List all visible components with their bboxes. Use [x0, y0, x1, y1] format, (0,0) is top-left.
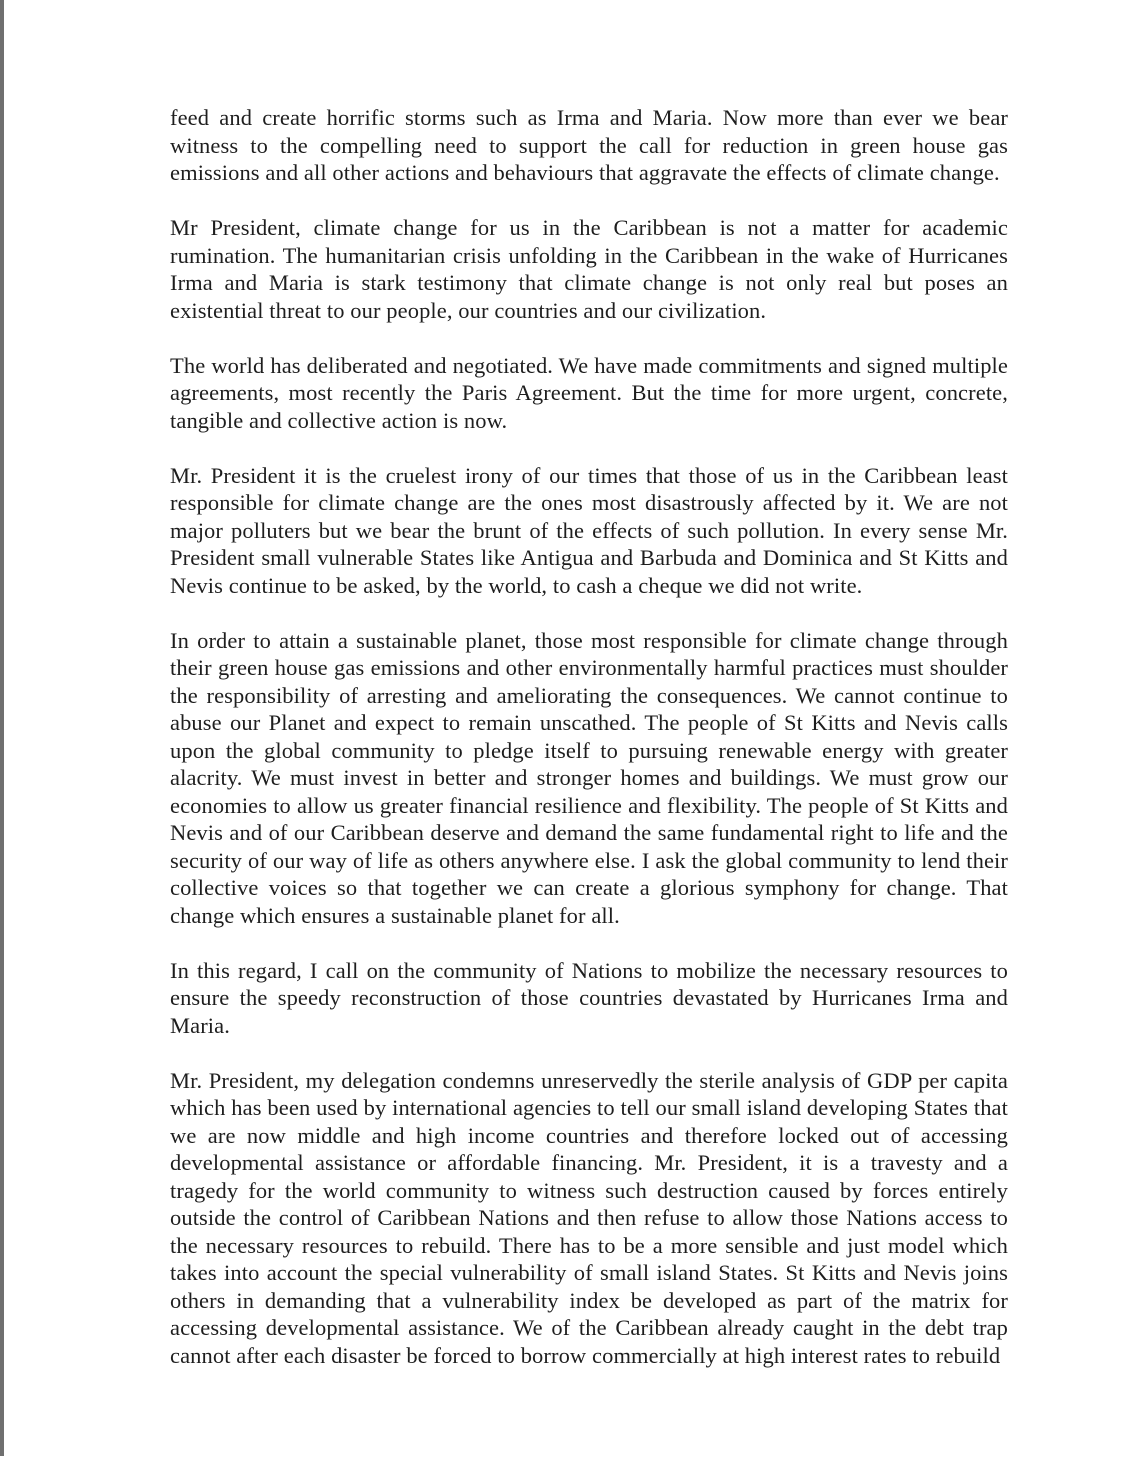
paragraph-4: Mr. President it is the cruelest irony of our times that those of us in the Caribbean least responsible for climate change are the ones most disastrously affected by it. We are not major polluters but we bear the brunt of the effects of such pollution. In every sense Mr. President small vulnerable States like Antigua and Barbuda and Dominica and St Kitts and Nevis continue to be asked, by the world, to cash a cheque we did not write. — [170, 462, 1008, 598]
paragraph-1: feed and create horrific storms such as Irma and Maria. Now more than ever we bear witness to the compelling need to support the call for reduction in green house gas emissions and all other actions and behaviours that aggravate the effects of climate change. — [170, 105, 1008, 185]
paragraph-6: In this regard, I call on the community of Nations to mobilize the necessary resources to ensure the speedy reconstruction of those countries devastated by Hurricanes Irma and Maria. — [170, 957, 1008, 1038]
paragraph-7: Mr. President, my delegation condemns unreservedly the sterile analysis of GDP per capita which has been used by international agencies to tell our small island developing States that we are now middle and high income countries and therefore locked out of accessing developmental assistance or affordable financing. Mr. President, it is a travesty and a tragedy for the world community to witness such destruction caused by forces entirely outside the control of Caribbean Nations and then refuse to allow those Nations access to the necessary resources to rebuild. There has to be a more sensible and just model which takes into account the special vulnerability of small island States. St Kitts and Nevis joins others in demanding that a vulnerability index be developed as part of the matrix for accessing developmental assistance. We of the Caribbean already caught in the debt trap cannot after each disaster be forced to borrow commercially at high interest rates to rebuild — [170, 1067, 1008, 1368]
paragraph-3: The world has deliberated and negotiated. We have made commitments and signed multiple agreements, most recently the Paris Agreement. But the time for more urgent, concrete, tangible and collective action is now. — [170, 352, 1008, 433]
paragraph-2: Mr President, climate change for us in the Caribbean is not a matter for academic rumination. The humanitarian crisis unfolding in the Caribbean in the wake of Hurricanes Irma and Maria is stark testimony that climate change is not only real but poses an existential threat to our people, our countries and our civilization. — [170, 215, 1008, 323]
paragraph-5: In order to attain a sustainable planet, those most responsible for climate change through their green house gas emissions and other environmentally harmful practices must shoulder the responsibility of arresting and ameliorating the consequences. We cannot continue to abuse our Planet and expect to remain unscathed. The people of St Kitts and Nevis calls upon the global community to pledge itself to pursuing renewable energy with greater alacrity. We must invest in better and stronger homes and buildings. We must grow our economies to allow us greater financial resilience and flexibility. The people of St Kitts and Nevis and of our Caribbean deserve and demand the same fundamental right to life and the security of our way of life as others anywhere else. I ask the global community to lend their collective voices so that together we can create a glorious symphony for change. That change which ensures a sustainable planet for all. — [170, 627, 1008, 928]
scan-edge-artifact — [0, 0, 4, 1456]
document-text-block — [170, 104, 1008, 1369]
